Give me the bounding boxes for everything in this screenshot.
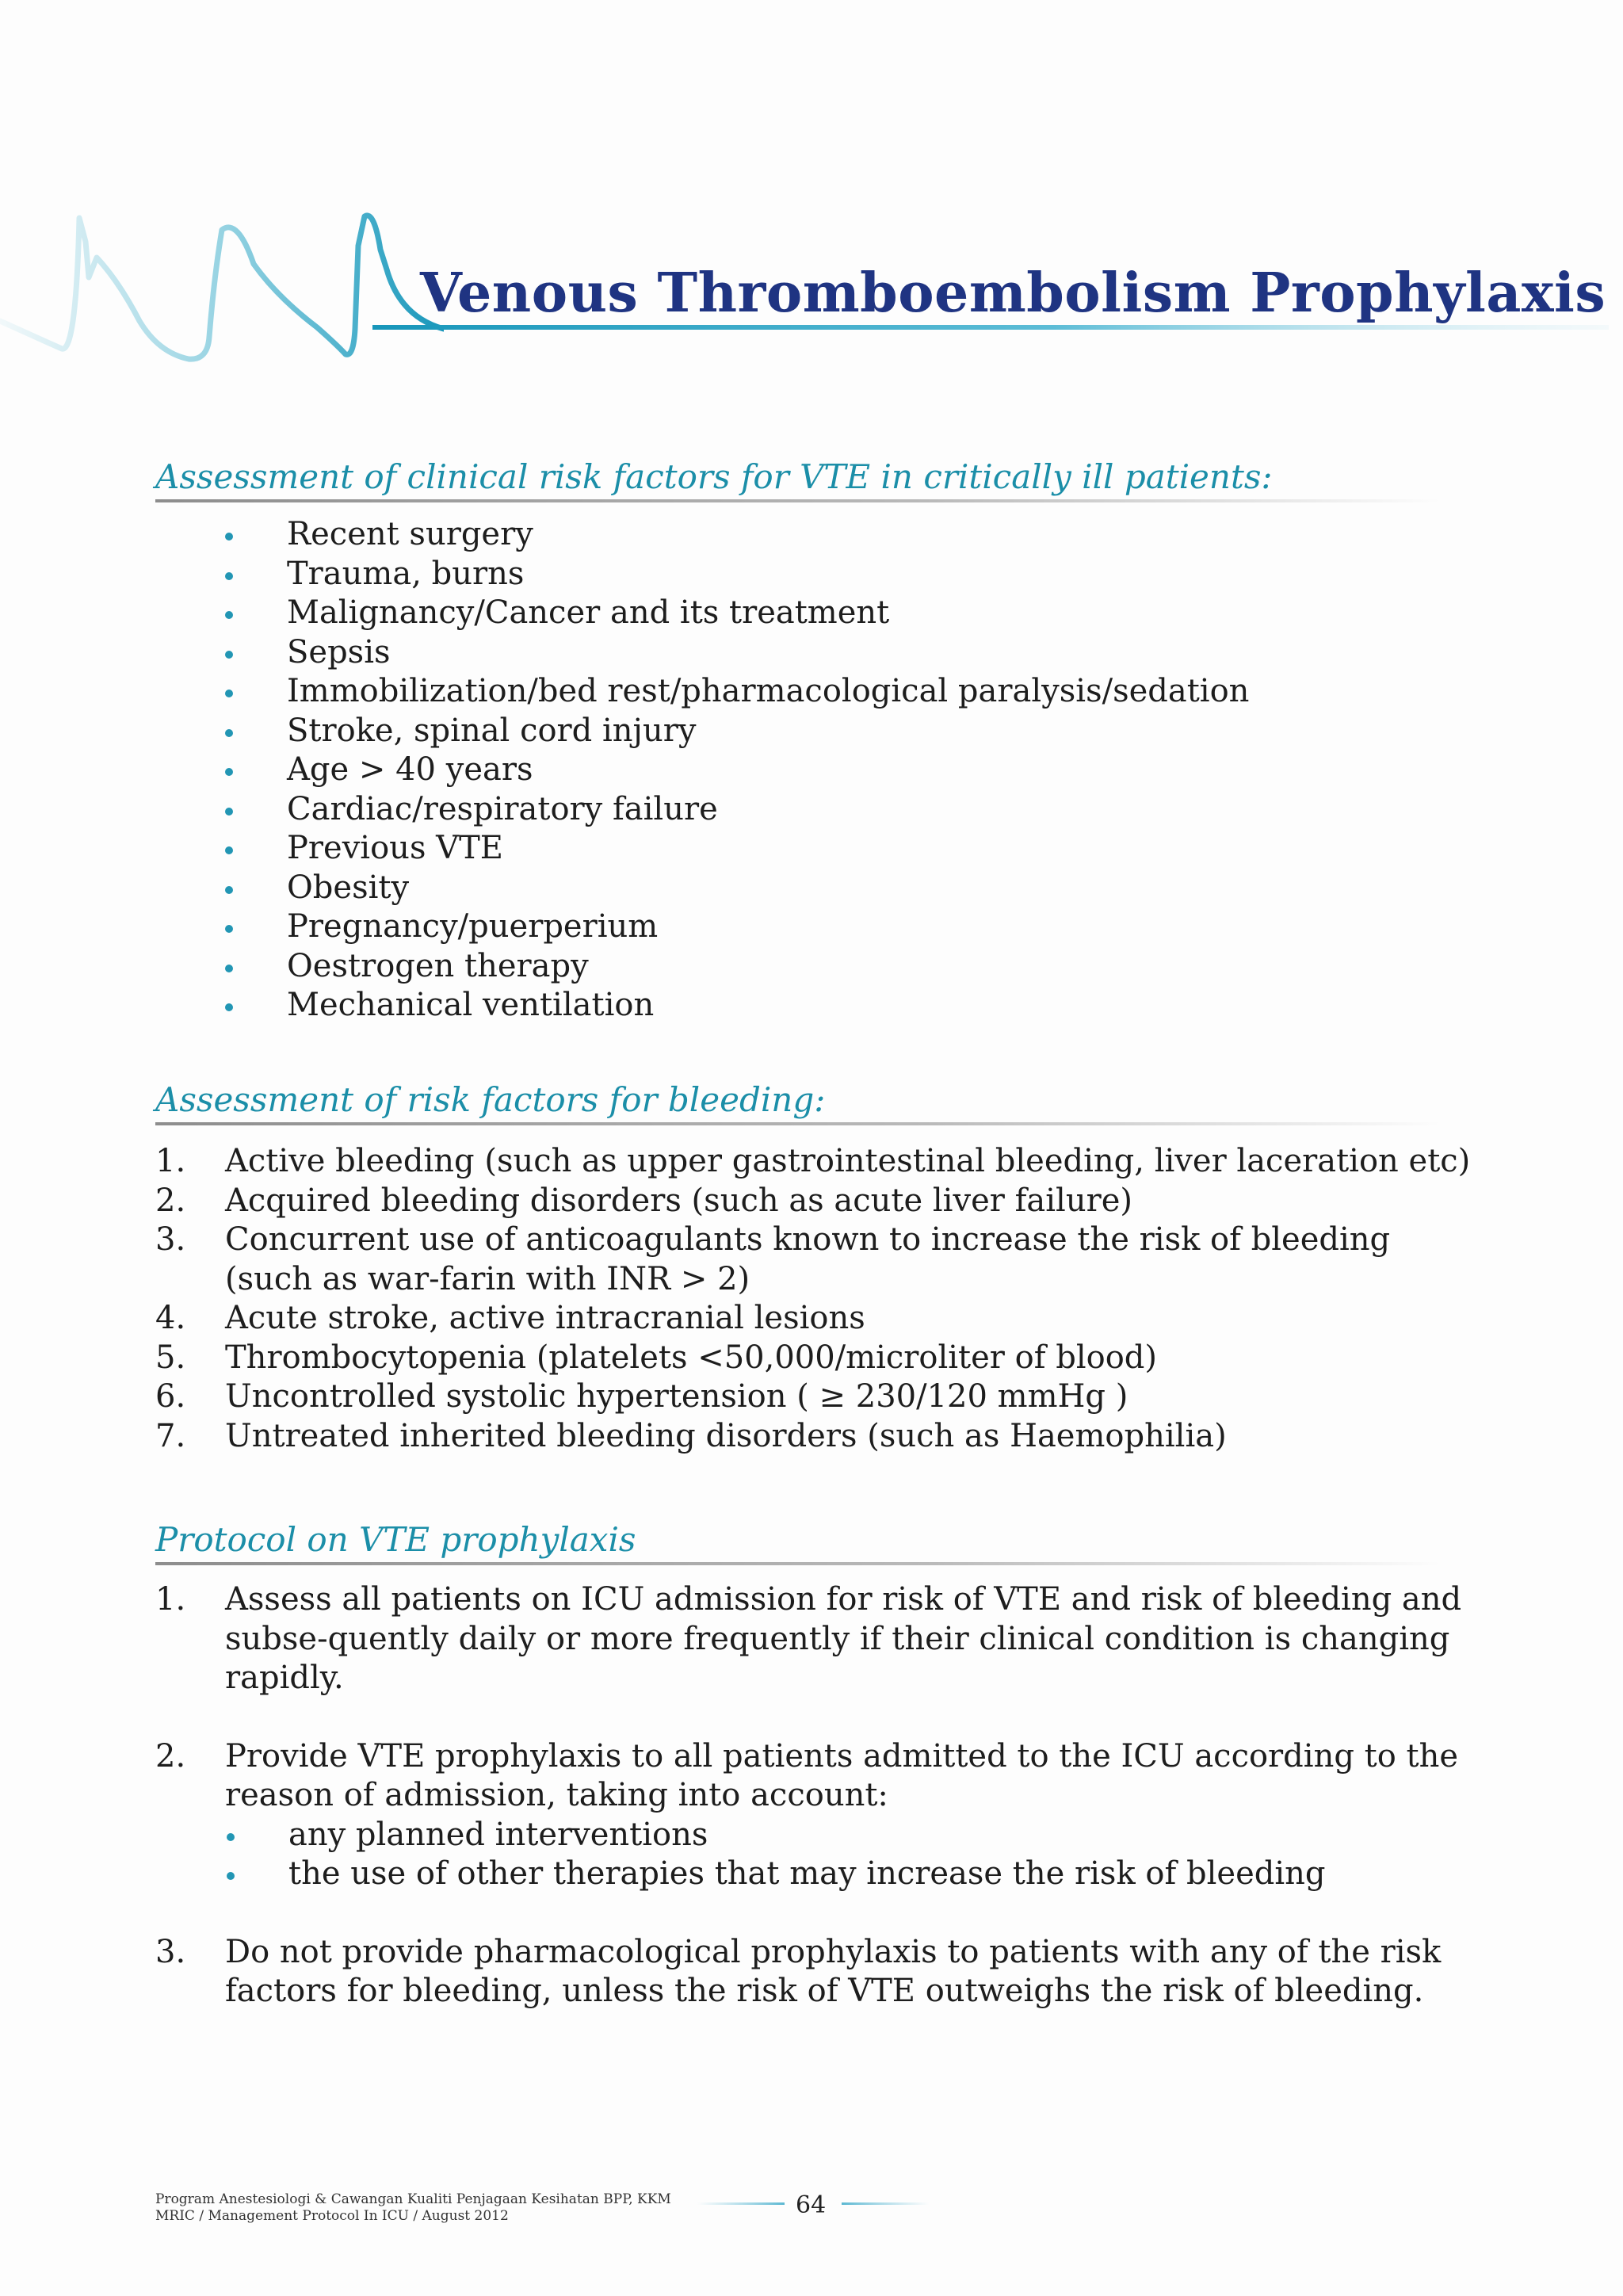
list-item (155, 1339, 1471, 1378)
list-item: Cardiac/respiratory failure (222, 790, 1249, 830)
list-item (155, 1417, 1471, 1457)
item-number: 2. (155, 1182, 186, 1219)
list-item: Pregnancy/puerperium (222, 907, 1249, 947)
list-item (155, 1182, 1471, 1221)
item-text: Active bleeding (such as upper gastrointestinal bleeding, liver laceration etc) (225, 1143, 1471, 1179)
protocol-heading: Protocol on VTE prophylaxis (155, 1520, 636, 1559)
item-number: 1. (155, 1581, 186, 1618)
list-item: Recent surgery (222, 515, 1249, 555)
list-item (155, 1933, 1471, 2011)
item-text: Acquired bleeding disorders (such as acute liver failure) (225, 1182, 1132, 1219)
heartbeat-wave-decoration (0, 202, 444, 376)
item-number: 4. (155, 1300, 186, 1336)
list-item: Mechanical ventilation (222, 986, 1249, 1026)
item-number: 1. (155, 1143, 186, 1179)
item-number: 5. (155, 1339, 186, 1376)
list-item: Immobilization/bed rest/pharmacological paralysis/sedation (222, 672, 1249, 712)
protocol-list (155, 1580, 1471, 2011)
item-text: Do not provide pharmacological prophylaxis to patients with any of the risk factors for bleeding, unless the risk of VTE outweighs the risk of bleeding. (225, 1933, 1442, 2009)
sub-list-item: any planned interventions (225, 1816, 1471, 1855)
footer-line-1: Program Anestesiologi & Cawangan Kualiti Penjagaan Kesihatan BPP, KKM (155, 2191, 671, 2207)
footer-credits (155, 2191, 671, 2225)
item-text: Provide VTE prophylaxis to all patients admitted to the ICU according to the reason of admission, taking into account: (225, 1737, 1459, 1813)
item-number: 3. (155, 1221, 186, 1258)
title-underline (372, 325, 1609, 331)
list-item (155, 1221, 1471, 1299)
list-item: Malignancy/Cancer and its treatment (222, 594, 1249, 633)
bleeding-risk-heading: Assessment of risk factors for bleeding: (155, 1080, 826, 1119)
footer-line-2: MRIC / Management Protocol In ICU / August 2012 (155, 2208, 509, 2224)
list-item (155, 1737, 1471, 1894)
list-item: Stroke, spinal cord injury (222, 712, 1249, 751)
item-text: Untreated inherited bleeding disorders (such as Haemophilia) (225, 1417, 1227, 1454)
list-item: Sepsis (222, 633, 1249, 673)
item-text: Uncontrolled systolic hypertension ( ≥ 230/120 mmHg ) (225, 1378, 1128, 1415)
list-item: Obesity (222, 869, 1249, 908)
item-text: Thrombocytopenia (platelets <50,000/microliter of blood) (225, 1339, 1158, 1376)
sub-list-item: the use of other therapies that may increase the risk of bleeding (225, 1855, 1471, 1894)
list-item (155, 1299, 1471, 1339)
item-number: 7. (155, 1417, 186, 1454)
footer-divider-left (697, 2202, 785, 2205)
item-number: 6. (155, 1378, 186, 1415)
list-item: Trauma, burns (222, 555, 1249, 594)
list-item (155, 1142, 1471, 1182)
list-item: Age > 40 years (222, 751, 1249, 790)
item-text: Acute stroke, active intracranial lesions (225, 1300, 865, 1336)
vte-risk-list (222, 515, 1249, 1026)
item-text: Concurrent use of anticoagulants known to increase the risk of bleeding (such as war-farin with INR > 2) (225, 1221, 1391, 1297)
item-number: 2. (155, 1737, 186, 1775)
list-item: Oestrogen therapy (222, 947, 1249, 987)
item-number: 3. (155, 1933, 186, 1970)
page-title: Venous Thromboembolism Prophylaxis (420, 262, 1606, 325)
bleeding-risk-list (155, 1142, 1471, 1456)
list-item (155, 1377, 1471, 1417)
footer-divider-right (842, 2202, 929, 2205)
item-text: Assess all patients on ICU admission for risk of VTE and risk of bleeding and subse-quently daily or more frequently if their clinical condition is changing rapidly. (225, 1581, 1462, 1696)
list-item (155, 1580, 1471, 1698)
vte-risk-heading: Assessment of clinical risk factors for VTE in critically ill patients: (155, 457, 1273, 496)
page-number: 64 (796, 2191, 827, 2219)
sub-list (225, 1816, 1471, 1894)
list-item: Previous VTE (222, 829, 1249, 869)
